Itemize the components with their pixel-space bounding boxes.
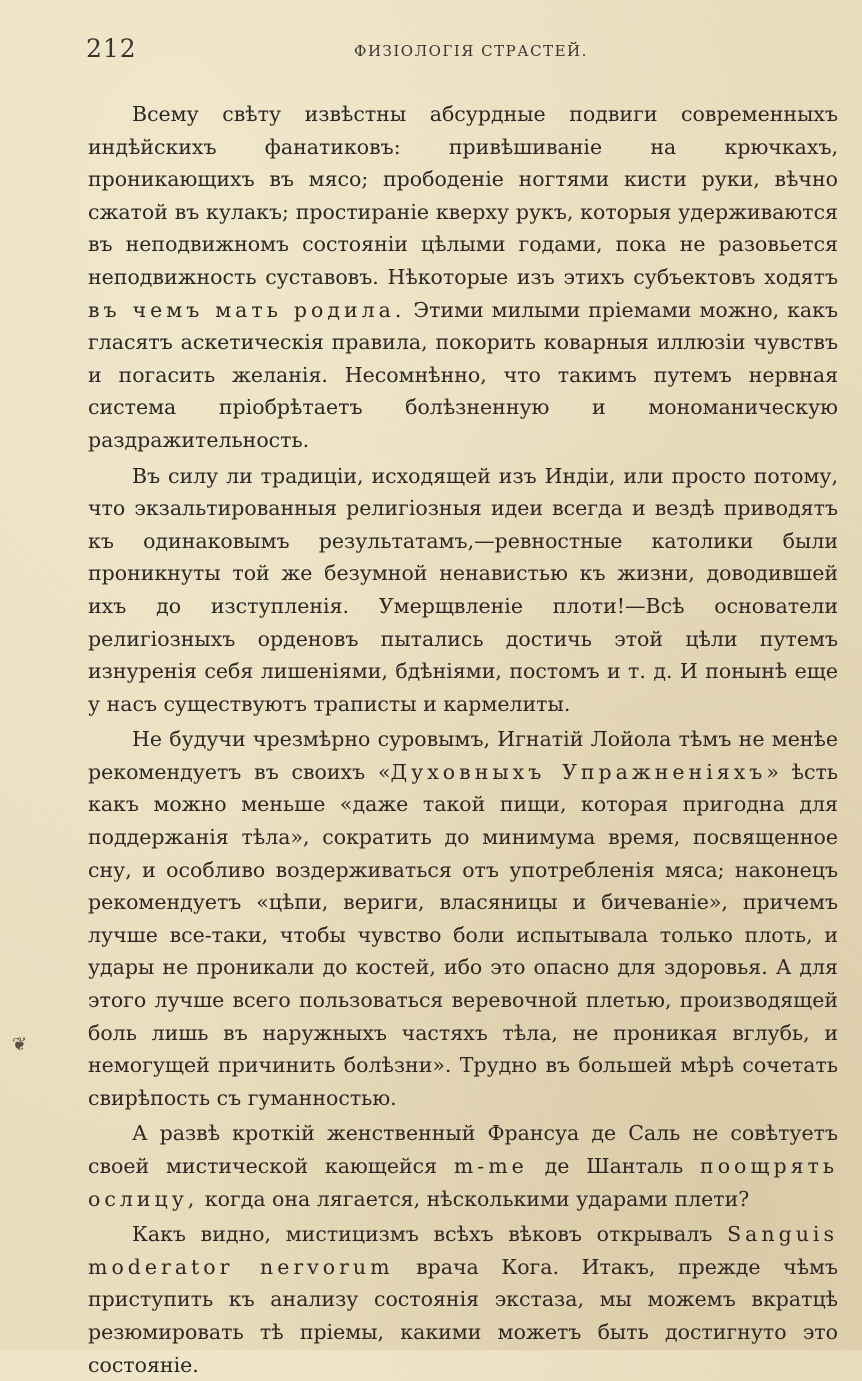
paragraph-4 — [88, 1117, 838, 1215]
paragraph-5-latin-phrase: Sanguis moderator nervorum — [88, 1222, 838, 1279]
page-number: 212 — [86, 34, 137, 63]
paragraph-4-text: А развѣ кроткій женственный Франсуа де Саль не совѣтуетъ своей мистической кающейся — [88, 1121, 838, 1178]
paragraph-5-text: Какъ видно, мистицизмъ всѣхъ вѣковъ открывалъ — [132, 1222, 728, 1247]
paragraph-1-spaced-phrase: въ чемъ мать родила. — [88, 297, 406, 322]
paragraph-3-text: Не будучи чрезмѣрно суровымъ, Игнатій Лойола тѣмъ не менѣе рекомендуетъ въ своихъ « — [88, 727, 838, 784]
paragraph-3-text-cont: » ѣсть какъ можно меньше «даже такой пищи, которая пригодна для поддержанія тѣла», сократить до минимума время, посвященное сну, и особливо воздерживаться отъ употребленія мяса; наконецъ рекомендуетъ «цѣпи, вериги, власяницы и бичеваніе», причемъ лучше все-таки, чтобы чувство боли испытывала только плоть, и удары не проникали до костей, ибо это опасно для здоровья. А для этого лучше всего пользоваться веревочной плетью, производящей боль лишь въ наружныхъ частяхъ тѣла, не проникая вглубь, и немогущей причинить болѣзни». Трудно въ большей мѣрѣ сочетать свирѣпость съ гуманностью. — [88, 759, 838, 1110]
paragraph-4-spaced-phrase: поощрять ослицу, — [88, 1154, 839, 1211]
paragraph-5 — [88, 1218, 838, 1381]
body-text — [88, 98, 838, 1381]
paragraph-1-text: Всему свѣту извѣстны абсурдные подвиги современныхъ индѣйскихъ фанатиковъ: привѣшиваніе на крючкахъ, проникающихъ въ мясо; прободеніе ногтями кисти руки, вѣчно сжатой въ кулакъ; простираніе кверху рукъ, которыя удерживаются въ неподвижномъ состояніи цѣлыми годами, пока не разовьется неподвижность суставовъ. Нѣкоторые изъ этихъ субъектовъ ходятъ — [88, 102, 838, 289]
paragraph-1-text-cont: Этими милыми пріемами можно, какъ гласятъ аскетическія правила, покорить коварныя иллюзіи чувствъ и погасить желанія. Несомнѣнно, что такимъ путемъ нервная система пріобрѣтаетъ болѣзненную и мономаническую раздражительность. — [88, 297, 838, 452]
paragraph-4-text-end: когда она лягается, нѣсколькими ударами плети? — [198, 1186, 750, 1211]
paragraph-2-text: Въ силу ли традиціи, исходящей изъ Индіи, или просто потому, что экзальтированныя религіозныя идеи всегда и вездѣ приводятъ къ одинаковымъ результатамъ,—ревностные католики были проникнуты той же безумной ненавистью къ жизни, доводившей ихъ до изступленія. Умерщвленіе плоти!—Всѣ основатели религіозныхъ орденовъ пытались достичь этой цѣли путемъ изнуренія себя лишеніями, бдѣніями, постомъ и т. д. И понынѣ еще у насъ существуютъ траписты и кармелиты. — [88, 463, 838, 716]
running-head — [86, 34, 836, 70]
paragraph-4-text-cont: де Шанталь — [527, 1154, 701, 1178]
paragraph-4-spaced-name: m-me — [453, 1154, 528, 1178]
paragraph-3-spaced-title: Духовныхъ Упражненіяхъ — [390, 759, 767, 784]
paragraph-5-text-cont: врача Кога. Итакъ, прежде чѣмъ приступить къ анализу состоянія экстаза, мы можемъ вкратцѣ резюмировать тѣ пріемы, какими можетъ быть достигнуто это состояніе. — [88, 1254, 838, 1377]
paragraph-3 — [88, 723, 838, 1114]
running-title: ФИЗІОЛОГІЯ СТРАСТЕЙ. — [354, 42, 588, 60]
paragraph-2 — [88, 460, 838, 721]
margin-ornament: ❦ — [12, 1034, 28, 1055]
paragraph-1 — [88, 98, 838, 457]
